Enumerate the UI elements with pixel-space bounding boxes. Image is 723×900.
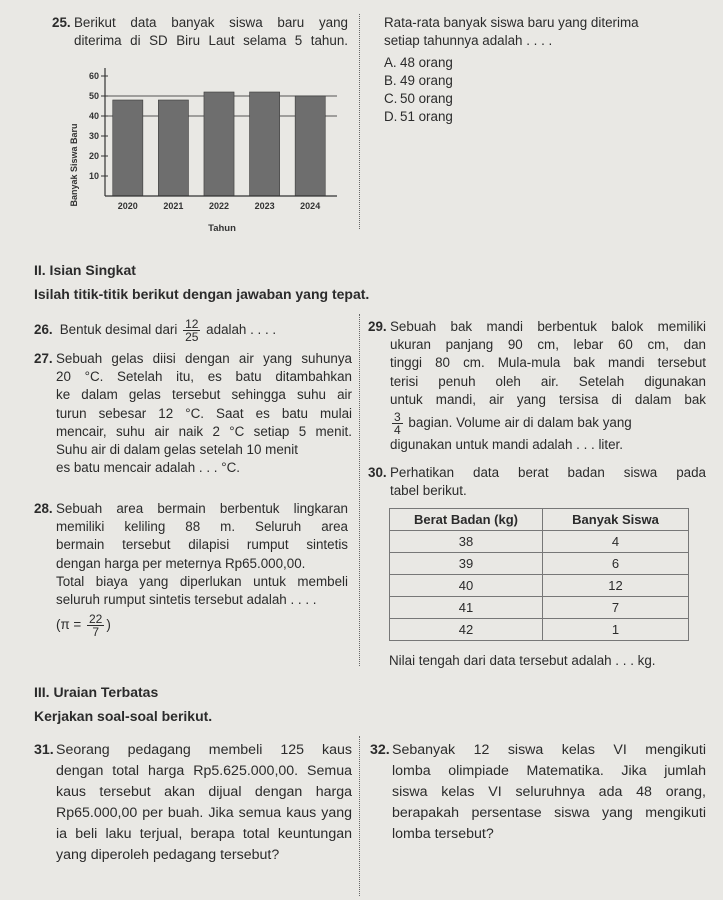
chart-layer [89, 68, 337, 211]
table-header-weight: Berat Badan (kg) [390, 509, 543, 531]
q25-option-b[interactable]: B. 49 orang [384, 73, 453, 88]
table-row: 42 1 [390, 619, 689, 641]
q28-block: 28. Sebuah area bermain berbentuk lingkaran memiliki keliling 88 m. Seluruh area bermain tersebut dilapisi rumput sintetis dengan harga per meternya Rp65.000,00. Total biaya yang diperlukan untuk membeli seluruh rumput sintetis tersebut adalah . . . . (π = $\frac{22}{7}$ ) [34, 501, 348, 640]
q30-question: Nilai tengah dari data tersebut adalah . . . kg. [389, 653, 656, 668]
chart-x-axis-label: Tahun [208, 223, 236, 234]
table-row: 39 6 [390, 553, 689, 575]
q25-question [384, 14, 704, 50]
chart-y-tick-30: 30 [88, 131, 99, 142]
q25-question-line1: Rata-rata banyak siswa baru yang diterima [384, 15, 639, 30]
q32-block: 32. Sebanyak 12 siswa kelas VI mengikuti lomba olimpiade Matematika. Jika jumlah siswa kelas VI seluruhnya ada 48 orang, berapakah persentase siswa yang mengikuti lomba tersebut? [370, 742, 706, 842]
q31-block: 31. Seorang pedagang membeli 125 kaus dengan total harga Rp5.625.000,00. Semua kaus tersebut akan dijual dengan harga Rp65.000,00 per buah. Jika semua kaus yang ia beli laku terjual, berapa total keuntungan yang diperoleh pedagang tersebut? [34, 742, 352, 863]
section2-instruction: Isilah titik-titik berikut dengan jawaban yang tepat. [34, 286, 370, 302]
table-row: 40 12 [390, 575, 689, 597]
q30-number: 30. [368, 465, 387, 480]
table-header-row [390, 509, 689, 531]
q25-block [52, 14, 348, 50]
chart-x-tick-2022: 2022 [208, 201, 230, 211]
chart-bar-2020 [113, 100, 143, 196]
q25-option-c[interactable]: C. 50 orang [384, 91, 453, 106]
q31-number: 31. [34, 742, 54, 758]
table-row: 38 4 [390, 531, 689, 553]
q25-text-line1: Berikut data banyak siswa baru yang [74, 15, 348, 30]
bar-chart [60, 60, 350, 240]
chart-x-tick-2023: 2023 [254, 201, 275, 211]
q26-number: 26. [34, 322, 53, 338]
chart-x-tick-2021: 2021 [163, 201, 184, 211]
q26-text-pre: Bentuk desimal dari [59, 322, 178, 338]
column-divider-top [359, 14, 360, 229]
chart-x-tick-2020: 2020 [117, 201, 138, 211]
q27-number: 27. [34, 351, 53, 366]
q28-number: 28. [34, 501, 53, 516]
chart-y-tick-60: 60 [88, 71, 99, 82]
q29-number: 29. [368, 319, 387, 334]
q25-option-d[interactable]: D. 51 orang [384, 109, 453, 124]
section3-instruction: Kerjakan soal-soal berikut. [34, 708, 213, 724]
section2-title: II. Isian Singkat [34, 262, 136, 278]
q26-text-post: adalah . . . . [206, 322, 277, 338]
q27-block: 27. Sebuah gelas diisi dengan air yang suhunya 20 °C. Setelah itu, es batu ditambahkan ke dalam gelas tersebut sehingga suhu air turun sebesar 12 °C. Saat es batu mulai mencair, suhu air naik 2 °C setiap 5 menit. Suhu air di dalam gelas setelah 10 menit es batu mencair adalah . . . °C. [34, 351, 352, 476]
q28-pi-note: (π = $\frac{22}{7}$ ) [56, 612, 111, 640]
q25-options [384, 54, 453, 126]
q25-question-line2: setiap tahunnya adalah . . . . [384, 33, 553, 49]
q25-text-line2: diterima di SD Biru Laut selama 5 tahun. [74, 33, 348, 49]
q30-block: 30. Perhatikan data berat badan siswa pada tabel berikut. [368, 465, 706, 499]
column-divider-middle [359, 314, 360, 666]
column-divider-bottom [359, 736, 360, 896]
chart-bar-2023 [250, 92, 280, 196]
q32-number: 32. [370, 742, 390, 758]
chart-y-tick-10: 10 [88, 171, 99, 182]
table-header-count: Banyak Siswa [543, 509, 689, 531]
q29-fraction: $\frac{3}{4}$ [394, 410, 401, 438]
chart-y-tick-20: 20 [88, 151, 99, 162]
q25-number: 25. [52, 15, 71, 30]
q26-block [34, 318, 354, 343]
chart-y-axis-label: Banyak Siswa Baru [69, 123, 79, 207]
q29-block: 29. Sebuah bak mandi berbentuk balok memiliki ukuran panjang 90 cm, lebar 60 cm, dan tinggi 80 cm. Mula-mula bak mandi tersebut terisi penuh oleh air. Setelah digunakan untuk mandi, air yang tersisa di dalam bak $\frac{3}{4}$ bagian. Volume air di dalam bak yang digunakan untuk mandi adalah . . . liter. [368, 319, 706, 453]
chart-bar-2022 [204, 92, 234, 196]
section3-title: III. Uraian Terbatas [34, 684, 159, 700]
chart-y-tick-40: 40 [88, 111, 99, 122]
q26-fraction: $\frac{12}{25}$ [185, 317, 199, 344]
q25-option-a[interactable]: A. 48 orang [384, 55, 453, 70]
table-row: 41 7 [390, 597, 689, 619]
chart-bar-2024 [295, 96, 325, 196]
chart-y-tick-50: 50 [88, 91, 99, 102]
weight-table [389, 508, 689, 641]
chart-bar-2021 [158, 100, 188, 196]
chart-x-tick-2024: 2024 [300, 201, 321, 211]
